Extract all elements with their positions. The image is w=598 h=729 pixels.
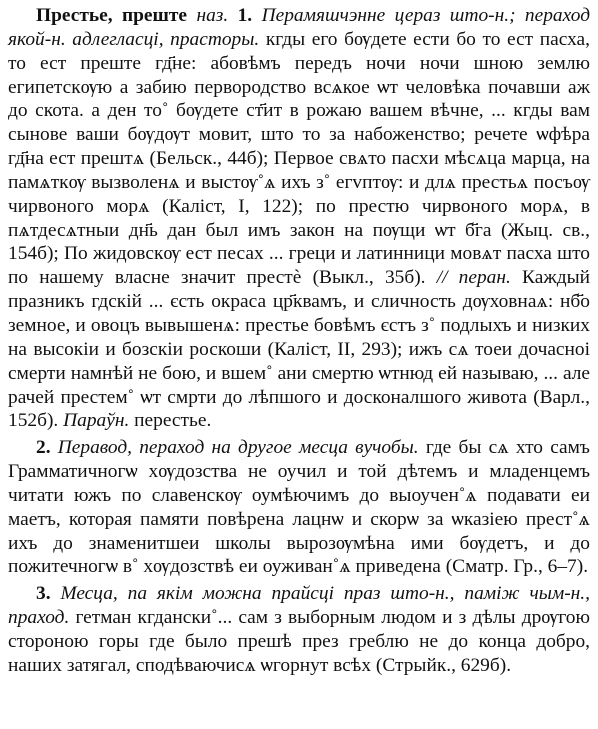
headword: Престье, преште — [36, 5, 188, 26]
sense-1-citation-1: кгды его бѹдете ести бо то ест пасха, то ест преште гд҃не: абовѣмъ перeдъ ночи ночи шною землю египетскѹю а забию первородство всѧкое ѡт человѣка почавши аж до скота. а ден то˚ бѹдете ст҃ит в рожаю вашем вѣчне, ... кгды вам сынове ваши бѹдѹт мовит, што то за набоженство; речете ѡфѣра гд҃на ест прештѧ (Бельск., 44б); — [8, 28, 590, 170]
sense-3-number: 3. — [36, 583, 51, 605]
sense-2-definition: Перавод, пераход на другое месца вучобы. — [57, 437, 419, 459]
sense-1-definition: Перамяшчэнне цераз што-н.; пераход якой-н. адлегласці, прасторы. — [8, 5, 590, 50]
sense-1-citation-6: ижъ сѧ тоеи дочасноі смерти намнѣй не бою, и вшем˚ ани смертю ѡтнюд ей называю, ... але рачей престем˚ ѡт смрти до лѣпшого и досконалшого живота (Варл., 152б). — [8, 338, 590, 432]
compare-label: Параўн. — [63, 410, 130, 432]
sense-1-number: 1. — [237, 5, 253, 26]
sense-1-citation-3: по престю чирвоного морѧ, в пѧтдесѧтныи дн҃ь дан был имъ закон на пѹщи ѡт б҃га (Жыц. св., 154б); — [8, 195, 590, 265]
sense-1-citation-4: По жидовскѹ ест песах ... греци и латинници мовѧт пасха што по нашему власне значит престѐ (Выкл., 35б). — [8, 243, 590, 289]
grammar-label: наз. — [196, 5, 229, 26]
sense-3-paragraph — [8, 582, 590, 677]
transfer-label: // перан. — [436, 267, 511, 289]
compare-word: перестье. — [134, 410, 212, 432]
sense-1-citation-5: Каждый празникъ гдскій ... єсть окраса цр҃квамъ, и сличность дѹховнаѧ: нб҃о земное, и овоцъ вывышенѧ: престье бовѣмъ єстъ з˚ подлыхъ и низких на высокіи и бозскіи роскоши (Каліст, ІІ, 293); — [8, 267, 590, 360]
sense-2-citation: где бы сѧ хто самъ Грамматичногѡ хѹдозства не оучил и той дѣтемъ и младенцемъ читати южъ по славенскѹ оумѣючимъ до выоучен˚ѧ подавати еи маетъ, которая памяти повѣрена лацнѡ и скорѡ за ѡказіею прест˚ѧ ихъ до знаменитшеи школы вырозѹмѣна ими бѹдетъ, и до пожитечногѡ в˚ хѹдозствѣ еи оуживан˚ѧ приведена (Сматр. Гр., 6–7). — [8, 437, 590, 578]
sense-1-paragraph — [8, 4, 590, 433]
sense-3-citation: гетман кгдански˚... сам з выборным людом и з дѣлы дрѹгою стороною горы где было прешѣ през греблю не до конца добро, наших затягал, сподѣваючисѧ ѡгорнут всѣх (Стрыйк., 629б). — [8, 607, 590, 676]
sense-2-paragraph — [8, 436, 590, 579]
sense-2-number: 2. — [36, 437, 51, 459]
sense-3-definition: Месца, па якім можна прайсці праз што-н., паміж чым-н., праход. — [8, 583, 590, 629]
sense-1-citation-2: Первое свѧто пасхи мѣсѧца марца, на памѧткѹ вызволенѧ и выстѹ˚ѧ ихъ з˚ егvптѹ: и длѧ престьѧ посъѹ чирвоного морѧ (Каліст, І, 122); — [8, 148, 590, 217]
